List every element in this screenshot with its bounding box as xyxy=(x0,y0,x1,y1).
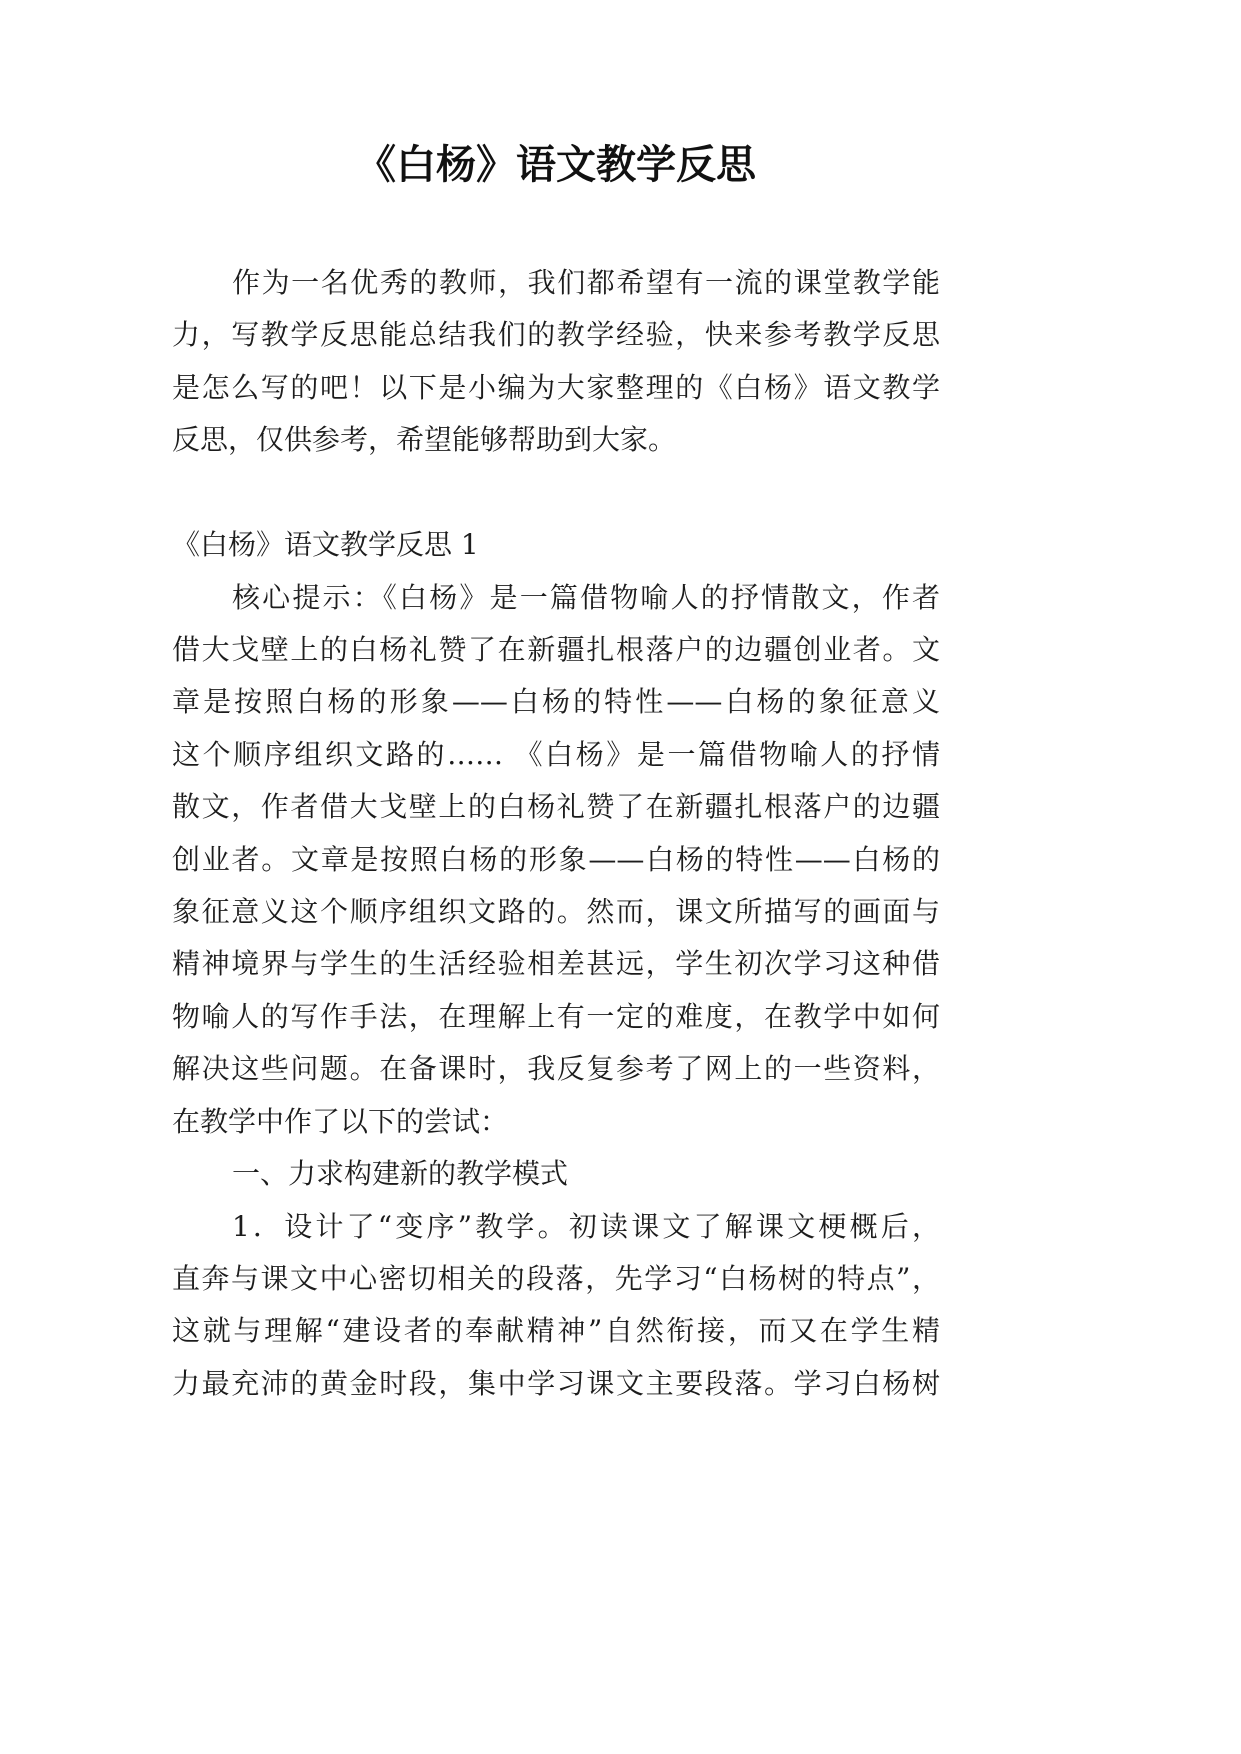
summary-paragraph xyxy=(172,572,940,1149)
intro-paragraph xyxy=(172,257,940,467)
paragraph-line: 散文，作者借大戈壁上的白杨礼赞了在新疆扎根落户的边疆 xyxy=(172,790,940,824)
paragraph-line: 创业者。文章是按照白杨的形象——白杨的特性——白杨的 xyxy=(172,842,940,876)
paragraph-line: 借大戈壁上的白杨礼赞了在新疆扎根落户的边疆创业者。文 xyxy=(172,632,940,666)
paragraph-line: 象征意义这个顺序组织文路的。然而，课文所描写的画面与 xyxy=(172,895,940,929)
paragraph-line: 这就与理解“建设者的奉献精神”自然衔接，而又在学生精 xyxy=(172,1314,940,1348)
document-title: 《白杨》语文教学反思 xyxy=(356,141,756,188)
paragraph-line: 作为一名优秀的教师，我们都希望有一流的课堂教学能 xyxy=(232,266,940,299)
paragraph-line: 力最充沛的黄金时段，集中学习课文主要段落。学习白杨树 xyxy=(172,1366,940,1400)
paragraph-line: 1．设计了“变序”教学。初读课文了解课文梗概后， xyxy=(232,1209,940,1243)
paragraph-line: 这个顺序组织文路的…… 《白杨》是一篇借物喻人的抒情 xyxy=(172,737,940,771)
paragraph-line: 力，写教学反思能总结我们的教学经验，快来参考教学反思 xyxy=(172,318,940,352)
paragraph-line: 在教学中作了以下的尝试： xyxy=(172,1104,509,1138)
paragraph-line: 反思，仅供参考，希望能够帮助到大家。 xyxy=(172,423,677,457)
paragraph-line: 物喻人的写作手法，在理解上有一定的难度，在教学中如何 xyxy=(172,999,940,1033)
paragraph-line: 精神境界与学生的生活经验相差甚远，学生初次学习这种借 xyxy=(172,947,940,981)
paragraph-line: 核心提示：《白杨》是一篇借物喻人的抒情散文，作者 xyxy=(232,580,940,614)
blank-line xyxy=(172,467,940,519)
document-body xyxy=(172,257,940,1410)
point-1-paragraph xyxy=(172,1201,940,1411)
subheading: 一、力求构建新的教学模式 xyxy=(232,1157,569,1191)
paragraph-line: 是怎么写的吧！以下是小编为大家整理的《白杨》语文教学 xyxy=(172,370,940,404)
paragraph-line: 章是按照白杨的形象——白杨的特性——白杨的象征意义 xyxy=(172,685,940,719)
paragraph-line: 直奔与课文中心密切相关的段落，先学习“白杨树的特点”， xyxy=(172,1262,940,1296)
section-heading: 《白杨》语文教学反思 1 xyxy=(172,528,479,562)
paragraph-line: 解决这些问题。在备课时，我反复参考了网上的一些资料， xyxy=(172,1052,940,1086)
